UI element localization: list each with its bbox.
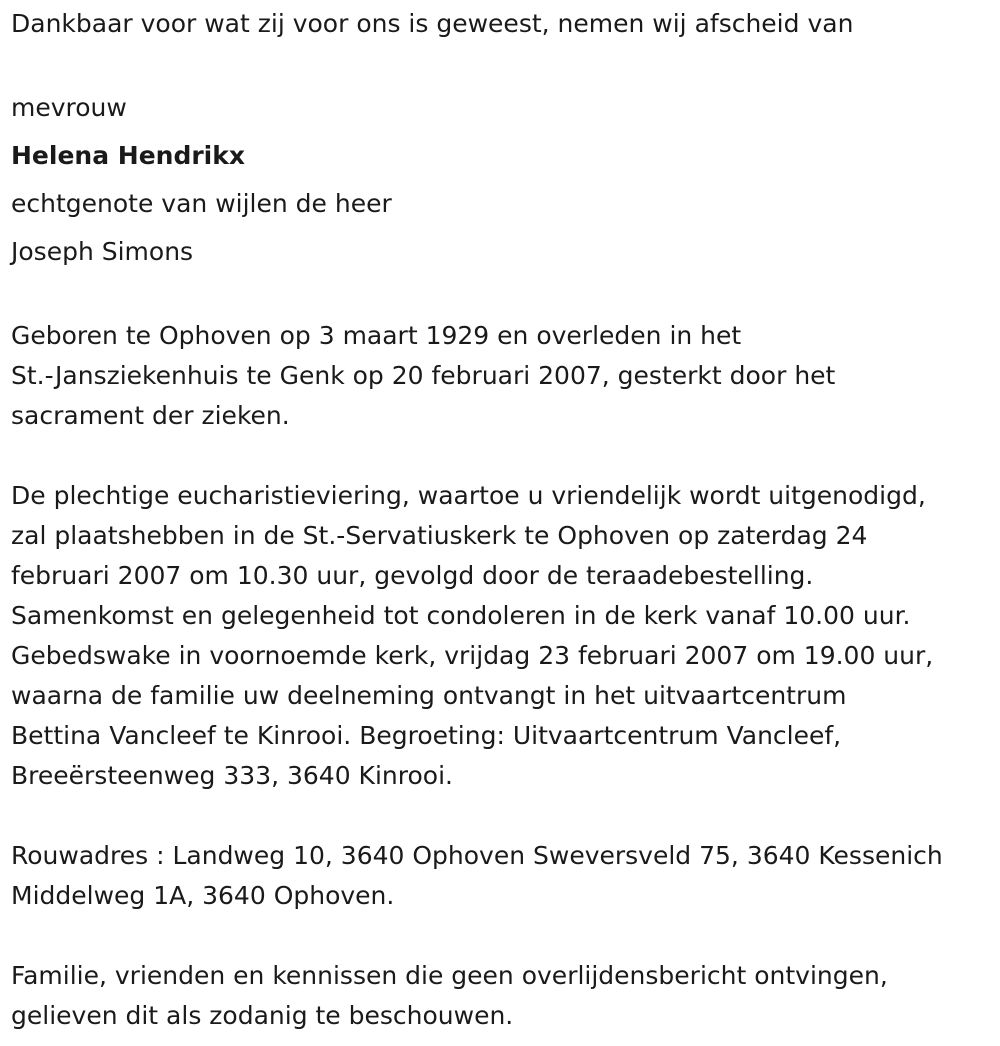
ceremony-line: Gebedswake in voornoemde kerk, vrijdag 23 februari 2007 om 19.00 uur, [11,641,934,670]
spacer [11,436,991,476]
deceased-name: Helena Hendrikx [11,141,245,170]
ceremony-line: waarna de familie uw deelneming ontvangt in het uitvaartcentrum [11,681,847,710]
address-paragraph [11,836,991,916]
closing-line: Familie, vrienden en kennissen die geen overlijdensbericht ontvingen, [11,961,888,990]
ceremony-paragraph [11,476,991,796]
birth-death-line: Geboren te Ophoven op 3 maart 1929 en overleden in het [11,321,742,350]
birth-death-line: St.-Jansziekenhuis te Genk op 20 februari 2007, gesterkt door het [11,361,836,390]
closing-paragraph [11,956,991,1036]
ceremony-line: Breeërsteenweg 333, 3640 Kinrooi. [11,761,453,790]
spacer [11,796,991,836]
ceremony-line: De plechtige eucharistieviering, waartoe u vriendelijk wordt uitgenodigd, [11,481,926,510]
birth-death-paragraph [11,316,991,436]
ceremony-line: zal plaatshebben in de St.-Servatiuskerk te Ophoven op zaterdag 24 [11,521,868,550]
spouse-name: Joseph Simons [11,237,194,266]
spacer [11,916,991,956]
address-line: Rouwadres : Landweg 10, 3640 Ophoven Sweversveld 75, 3640 Kessenich [11,841,943,870]
address-line: Middelweg 1A, 3640 Ophoven. [11,881,395,910]
birth-death-line: sacrament der zieken. [11,401,290,430]
closing-line: gelieven dit als zodanig te beschouwen. [11,1001,514,1030]
intro-text: Dankbaar voor wat zij voor ons is geweest, nemen wij afscheid van [11,9,854,38]
spacer [11,44,991,84]
honorific: mevrouw [11,93,127,122]
deceased-block [11,84,991,276]
spacer [11,276,991,316]
ceremony-line: februari 2007 om 10.30 uur, gevolgd door de teraadebestelling. [11,561,814,590]
ceremony-line: Bettina Vancleef te Kinrooi. Begroeting: Uitvaartcentrum Vancleef, [11,721,842,750]
relation-text: echtgenote van wijlen de heer [11,189,392,218]
ceremony-line: Samenkomst en gelegenheid tot condoleren in de kerk vanaf 10.00 uur. [11,601,911,630]
